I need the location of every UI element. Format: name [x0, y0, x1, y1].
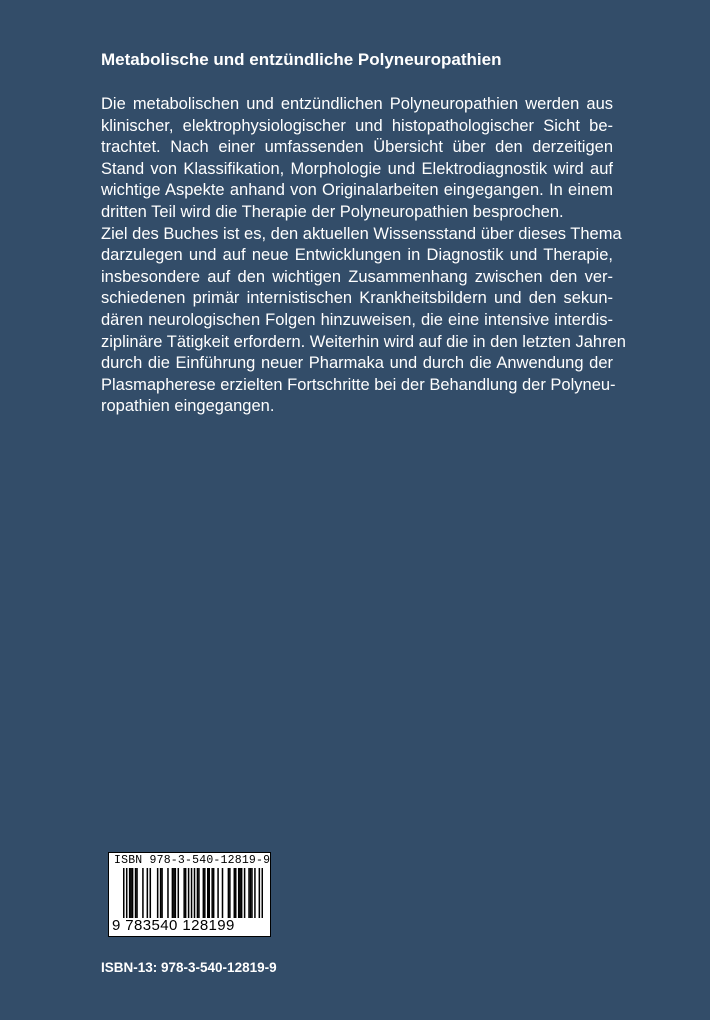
barcode-bar — [254, 868, 256, 918]
barcode-bar — [130, 868, 132, 918]
barcode-bar — [123, 868, 125, 918]
description-line: darzulegen und auf neue Entwicklungen in Diagnostik und Therapie, — [101, 246, 613, 265]
barcode-bar — [244, 868, 246, 918]
barcode-bar — [262, 868, 263, 918]
barcode-bar — [217, 868, 219, 918]
description-line: ziplinäre Tätigkeit erfordern. Weiterhin wird auf die in den letzten Jahren — [101, 332, 626, 351]
barcode-bar — [161, 868, 163, 918]
description-line: durch die Einführung neuer Pharmaka und durch die Anwendung der — [101, 354, 613, 373]
description-line: Die metabolischen und entzündlichen Polyneuropathien werden aus — [101, 95, 613, 113]
description-line: trachtet. Nach einer umfassenden Übersicht über den derzeitigen — [101, 138, 613, 157]
description-line: dritten Teil wird die Therapie der Polyneuropathien besprochen. — [101, 202, 564, 221]
barcode-bar — [142, 868, 144, 918]
barcode-bar — [204, 868, 206, 918]
barcode-bar — [222, 868, 224, 918]
description-line: Ziel des Buches ist es, den aktuellen Wissensstand über dieses Thema — [101, 224, 622, 243]
barcode-bar — [157, 868, 159, 918]
barcode-bar — [167, 868, 169, 918]
description-line: insbesondere auf den wichtigen Zusammenhang zwischen den ver- — [101, 267, 613, 286]
barcode-bar — [241, 868, 243, 918]
barcode-bar — [235, 868, 237, 918]
barcode-bar — [197, 868, 199, 918]
barcode-bar — [136, 868, 138, 918]
description-line: ropathien eingegangen. — [101, 397, 275, 416]
barcode-digits: 9 783540 128199 — [112, 917, 235, 934]
barcode-bar — [229, 868, 231, 918]
barcode-bar — [135, 868, 137, 918]
barcode-bar — [239, 868, 241, 918]
isbn-13-label: ISBN-13: 978-3-540-12819-9 — [101, 960, 277, 975]
isbn-barcode — [108, 852, 271, 937]
barcode-bar — [250, 868, 252, 918]
barcode-bar — [175, 868, 177, 918]
barcode-bar — [228, 868, 230, 918]
barcode-bar — [183, 868, 185, 918]
barcode-bar — [211, 868, 213, 918]
barcode-bar — [248, 868, 250, 918]
description-line: klinischer, elektrophysiologischer und histopathologischer Sicht be- — [101, 116, 613, 135]
barcode-bar — [213, 868, 215, 918]
barcode-bar — [126, 868, 128, 918]
barcode-bar — [234, 868, 236, 918]
barcode-bar — [208, 868, 210, 918]
barcode-bar — [259, 868, 261, 918]
barcode-bars — [123, 868, 263, 918]
description-line: schiedenen primär internistischen Krankheitsbildern und den sekun- — [101, 289, 613, 308]
description-line: dären neurologischen Folgen hinzuweisen, die eine intensive interdis- — [101, 310, 613, 329]
barcode-bar — [251, 868, 253, 918]
barcode-bar — [129, 868, 131, 918]
barcode-bar — [160, 868, 162, 918]
description-line: Plasmapherese erzielten Fortschritte bei der Behandlung der Polyneu- — [101, 375, 616, 394]
barcode-bar — [207, 868, 209, 918]
barcode-isbn-label: ISBN 978-3-540-12819-9 — [114, 854, 271, 867]
barcode-bar — [203, 868, 205, 918]
barcode-bar — [132, 868, 134, 918]
barcode-bar — [198, 868, 200, 918]
barcode-bar — [185, 868, 187, 918]
book-description — [101, 94, 626, 418]
barcode-bar — [147, 868, 149, 918]
barcode-bar — [194, 868, 196, 918]
barcode-bar — [191, 868, 193, 918]
barcode-bar — [238, 868, 240, 918]
barcode-bar — [178, 868, 180, 918]
description-line: Stand von Klassifikation, Morphologie und Elektrodiagnostik wird auf — [101, 159, 613, 178]
barcode-bar — [172, 868, 174, 918]
barcode-bar — [150, 868, 152, 918]
description-line: wichtige Aspekte anhand von Originalarbeiten eingegangen. In einem — [101, 181, 613, 200]
barcode-bar — [188, 868, 190, 918]
barcode-bar — [173, 868, 175, 918]
book-title: Metabolische und entzündliche Polyneuropathien — [101, 50, 502, 69]
